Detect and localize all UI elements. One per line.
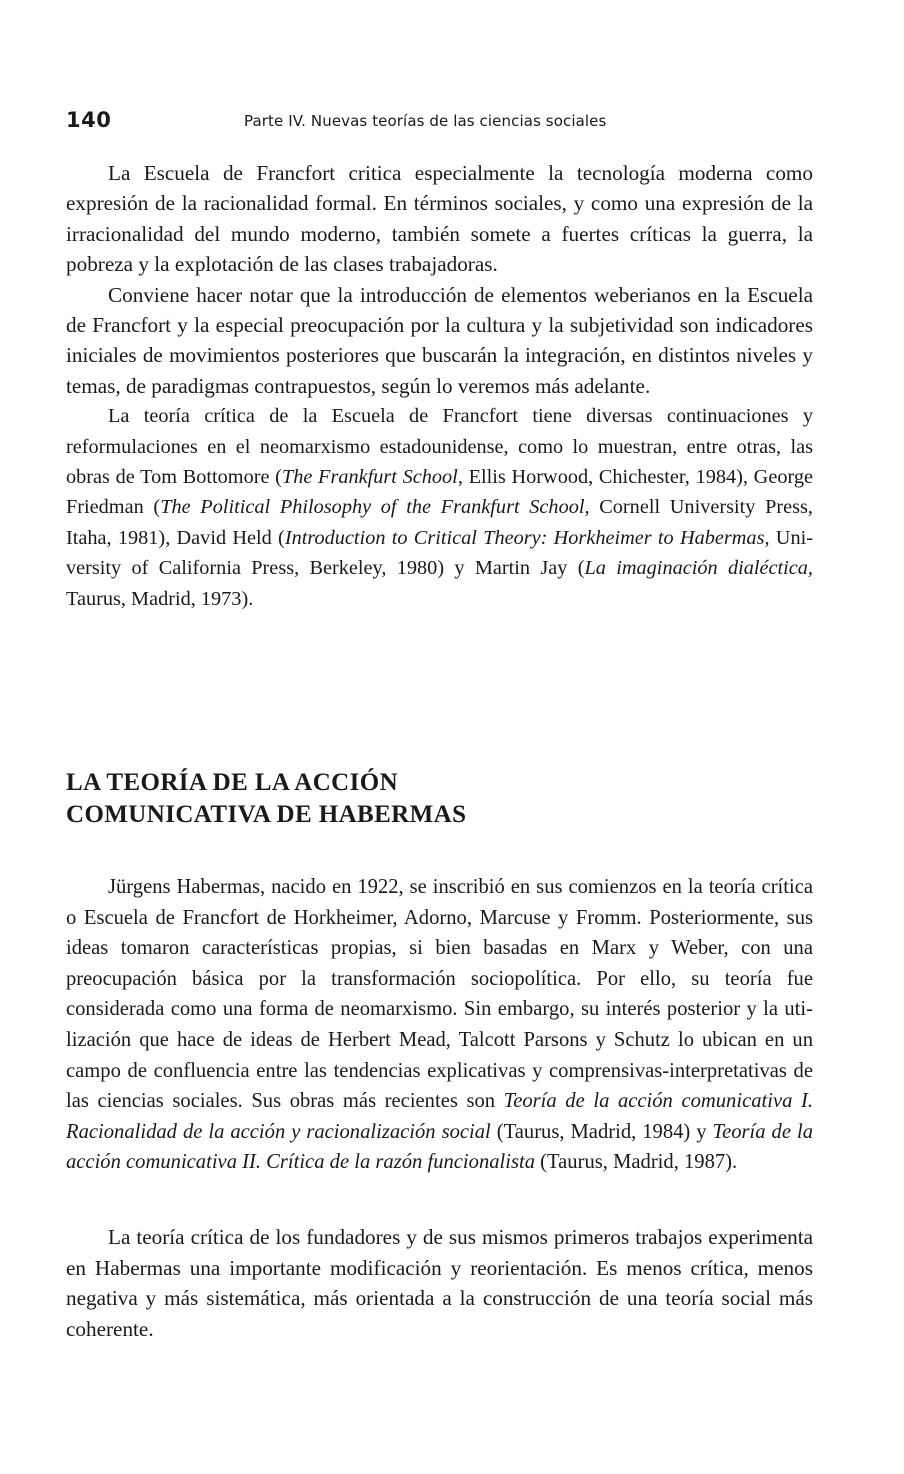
book-title-accion-comunicativa-1: Teoría de la acción comunicativa I. Racionalidad de la acción y racionalización social <box>66 1090 814 1143</box>
book-title-frankfurt-school: The Frankfurt School, <box>281 466 463 489</box>
book-title-critical-theory: Introduction to Critical Theory: Horkheimer to Habermas, <box>284 526 770 549</box>
paragraph-francfort-critique: La Escuela de Francfort critica especialmente la tecnología moderna como expresión de la racionalidad formal. En términos sociales, y como una expresión de la irracionalidad del mundo moderno, también somete a fuertes críticas la guerra, la pobreza y la explotación de las clases trabajadoras. <box>66 161 813 277</box>
paragraph-habermas-reorientation: La teoría crítica de los fundadores y de sus mismos primeros trabajos experimenta en Habermas una importante modificación y reorientación. Es menos crítica, menos negativa y más sistemática, más orientada a la construcción de una teoría social más coherente. <box>66 1225 813 1341</box>
section-heading-line-2: COMUNICATIVA DE HABERMAS <box>66 801 467 828</box>
running-title: Parte IV. Nuevas teorías de las ciencias sociales <box>244 112 607 130</box>
section-heading-line-1: LA TEORÍA DE LA ACCIÓN <box>66 769 399 796</box>
body-text-top <box>66 158 813 614</box>
page-number: 140 <box>66 108 112 132</box>
paragraph-habermas-intro: Jürgens Habermas, nacido en 1922, se inscribió en sus comienzos en la teoría crítica o Escuela de Francfort de Horkheimer, Adorno, Marcuse y Fromm. Posteriormente, sus ideas tomaron características propias, si bien basadas en Marx y Weber, con una preocupación básica por la transformación sociopolítica. Por ello, su teoría fue considerada como una forma de neomarxismo. Sin embargo, su interés posterior y la utilización que hace de ideas de Herbert Mead, Talcott Parsons y Schutz lo ubican en un campo de confluencia entre las tendencias explicativas y comprensivas-interpretativas de las ciencias sociales. Sus obras más recientes son Teoría de la acción comunicativa I. Racionalidad de la acción y racionalización social (Taurus, Madrid, 1984) y Teoría de la acción comunicativa II. Crítica de la razón funcionalista (Taurus, Madrid, 1987). <box>66 876 814 1174</box>
paragraph-continuations: La teoría crítica de la Escuela de Francfort tiene diversas continuaciones y reformulaciones en el neomarxismo estadounidense, como lo muestran, entre otras, las obras de Tom Bottomore (The Frankfurt School, Ellis Horwood, Chichester, 1984), George Friedman (The Political Philosophy of the Frankfurt School, Cornell University Press, Itaha, 1981), David Held (Introduction to Critical Theory: Horkheimer to Habermas, University of California Press, Berkeley, 1980) y Martin Jay (La imaginación dialéctica, Taurus, Madrid, 1973). <box>66 405 813 610</box>
running-head <box>66 108 816 138</box>
book-title-imaginacion-dialectica: La imaginación dialéctica, <box>584 557 813 580</box>
book-title-accion-comunicativa-2: Teoría de la acción comunicativa II. Crítica de la razón funcionalista <box>66 1120 813 1174</box>
section-heading <box>66 767 826 831</box>
book-title-political-philosophy: The Political Philosophy of the Frankfurt School, <box>160 496 590 519</box>
body-text-bottom <box>66 1222 813 1344</box>
body-text-habermas <box>66 872 813 1178</box>
paragraph-weberian-elements: Conviene hacer notar que la introducción de elementos weberianos en la Escuela de Francfort y la especial preocupación por la cultura y la subjetividad son indicadores iniciales de movimientos posteriores que buscarán la integración, en distintos niveles y temas, de paradigmas contrapuestos, según lo veremos más adelante. <box>66 282 813 398</box>
